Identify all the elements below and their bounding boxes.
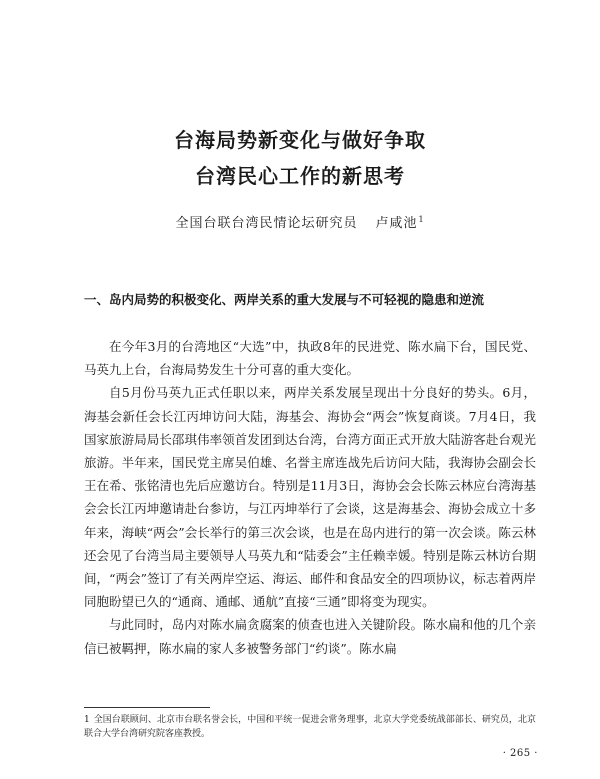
author-line: [0, 212, 600, 231]
paragraph: 与此同时，岛内对陈水扁贪腐案的侦查也进入关键阶段。陈水扁和他的几个亲信已被羁押，陈水扁的家人多被警务部门“约谈”。陈水扁: [84, 617, 536, 656]
page-number: · 265 ·: [502, 748, 538, 759]
author-affiliation: 全国台联台湾民情论坛研究员: [175, 216, 358, 231]
section-heading: 一、岛内局势的积极变化、两岸关系的重大发展与不可轻视的隐患和逆流: [84, 292, 485, 307]
footnote-mark: 1: [418, 214, 425, 224]
footnote-divider: [84, 707, 210, 708]
article-body: [84, 335, 536, 660]
footnote-number: 1: [84, 715, 90, 725]
paragraph: 自5月份马英九正式任职以来，两岸关系发展呈现出十分良好的势头。6月，海基会新任会长江丙坤访问大陆，海基会、海协会“两会”恢复商谈。7月4日，我国家旅游局局长邵琪伟率领首发团到达台湾，台湾方面正式开放大陆游客赴台观光旅游。半年来，国民党主席吴伯雄、名誉主席连战先后访问大陆，我海协会副会长王在希、张铭清也先后应邀访台。特别是11月3日，海协会会长陈云林应台湾海基会会长江丙坤邀请赴台参访，与江丙坤举行了会谈，这是海基会、海协会成立十多年来，海峡“两会”会长举行的第三次会谈，也是在岛内进行的第一次会谈。陈云林还会见了台湾当局主要领导人马英九和“陆委会”主任赖幸媛。特别是陈云林访台期间，“两会”签订了有关两岸空运、海运、邮件和食品安全的四项协议，标志着两岸同胞盼望已久的“通商、通邮、通航”直接“三通”即将变为现实。: [84, 385, 536, 610]
footnote-text: 全国台联顾问、北京市台联名誉会长，中国和平统一促进会常务理事，北京大学党委统战部部长、研究员，北京联合大学台湾研究院客座教授。: [84, 715, 536, 739]
author-name: 卢咸池: [375, 216, 418, 231]
paragraph: 在今年3月的台湾地区“大选”中，执政8年的民进党、陈水扁下台，国民党、马英九上台，台海局势发生十分可喜的重大变化。: [84, 339, 536, 378]
article-title-line-2: 台湾民心工作的新思考: [195, 164, 405, 188]
footnote: [84, 713, 536, 741]
article-title-line-1: 台海局势新变化与做好争取: [174, 128, 426, 152]
